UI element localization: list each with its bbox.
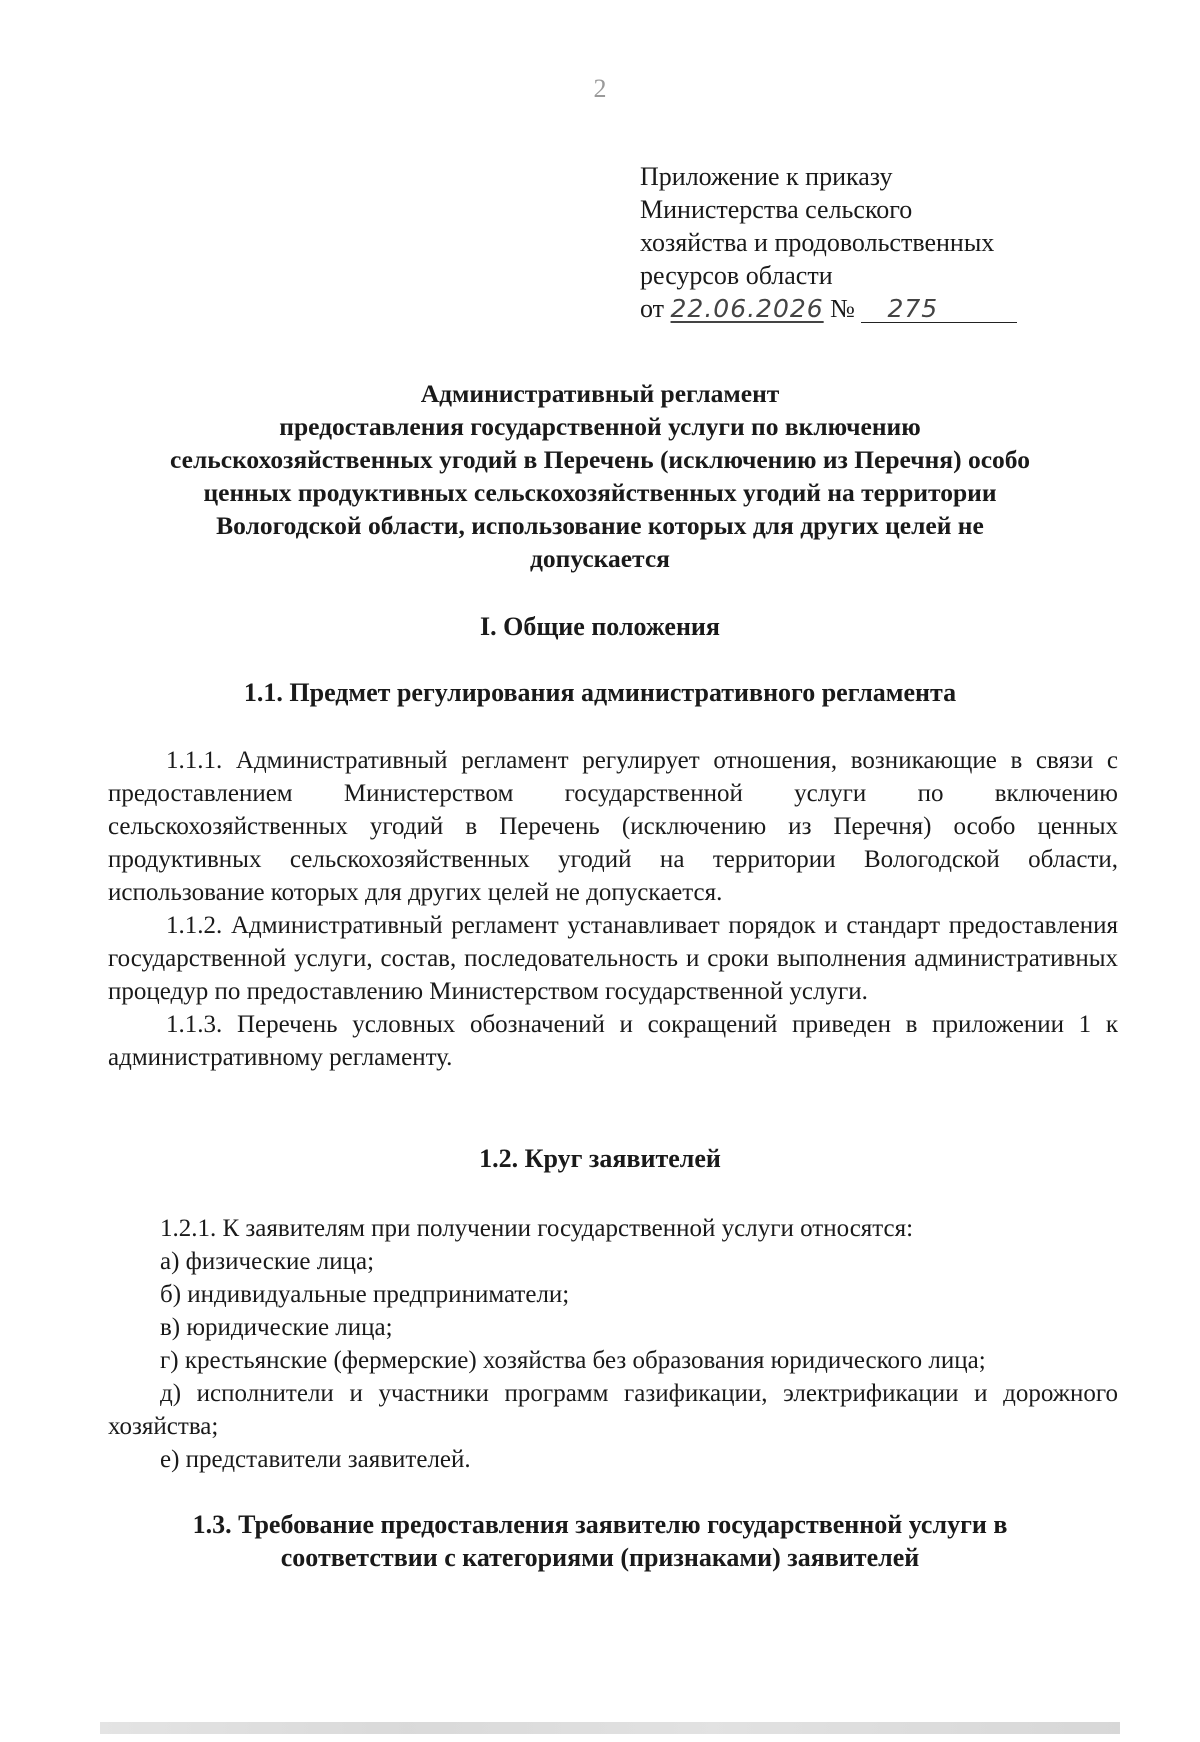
appendix-line: хозяйства и продовольственных (640, 228, 995, 257)
section-heading: I. Общие положения (480, 612, 720, 641)
title-line: сельскохозяйственных угодий в Перечень (исключению из Перечня) особо (170, 445, 1030, 474)
document-title (100, 377, 1100, 575)
list-item: д) исполнители и участники программ газификации, электрификации и дорожного хозяйства; (108, 1380, 1118, 1440)
appendix-date-line (640, 292, 1080, 325)
appendix-line: ресурсов области (640, 261, 833, 290)
paragraph: 1.1.3. Перечень условных обозначений и сокращений приведен в приложении 1 к административному регламенту. (108, 1011, 1118, 1071)
title-line: допускается (530, 544, 670, 573)
subsection-heading-1-2: 1.2. Круг заявителей (479, 1144, 721, 1173)
heading-line: 1.3. Требование предоставления заявителю государственной услуги в (192, 1510, 1008, 1539)
list-item: а) физические лица; (160, 1248, 375, 1275)
list-item: г) крестьянские (фермерские) хозяйства без образования юридического лица; (160, 1347, 986, 1374)
subsection-heading-1-3 (100, 1508, 1100, 1574)
appendix-block (640, 160, 1080, 325)
paragraph: 1.1.1. Административный регламент регулирует отношения, возникающие в связи с предоставлением Министерством государственной услуги по включению сельскохозяйственных угодий в Перечень (исключению из Перечня) особо ценных продуктивных сельскохозяйственных угодий на территории Вологодской области, использование которых для других целей не допускается. (108, 747, 1118, 906)
handwritten-number: 275 (887, 294, 939, 323)
title-line: Административный регламент (420, 379, 780, 408)
title-line: Вологодской области, использование которых для других целей не (216, 511, 984, 540)
scan-edge-artifact (100, 1722, 1120, 1734)
list-item: в) юридические лица; (160, 1314, 393, 1341)
paragraph: 1.1.2. Административный регламент устанавливает порядок и стандарт предоставления государственной услуги, состав, последовательность и сроки выполнения административных процедур по предоставлению Министерством государственной услуги. (108, 912, 1118, 1005)
number-label: № (830, 294, 855, 323)
appendix-line: Приложение к приказу (640, 162, 893, 191)
title-line: ценных продуктивных сельскохозяйственных угодий на территории (203, 478, 997, 507)
appendix-line: Министерства сельского (640, 195, 913, 224)
date-prefix: от (640, 294, 665, 323)
handwritten-date: 22.06.2026 (670, 294, 824, 323)
subsection-1-1-body (108, 744, 1118, 1074)
subsection-heading-1-1: 1.1. Предмет регулирования административного регламента (243, 678, 957, 707)
list-item: 1.2.1. К заявителям при получении государственной услуги относятся: (160, 1215, 914, 1242)
applicants-list (108, 1212, 1118, 1476)
list-item: е) представители заявителей. (160, 1446, 471, 1473)
list-item: б) индивидуальные предприниматели; (160, 1281, 570, 1308)
page-number: 2 (593, 74, 607, 103)
heading-line: соответствии с категориями (признаками) заявителей (280, 1543, 920, 1572)
title-line: предоставления государственной услуги по включению (279, 412, 921, 441)
